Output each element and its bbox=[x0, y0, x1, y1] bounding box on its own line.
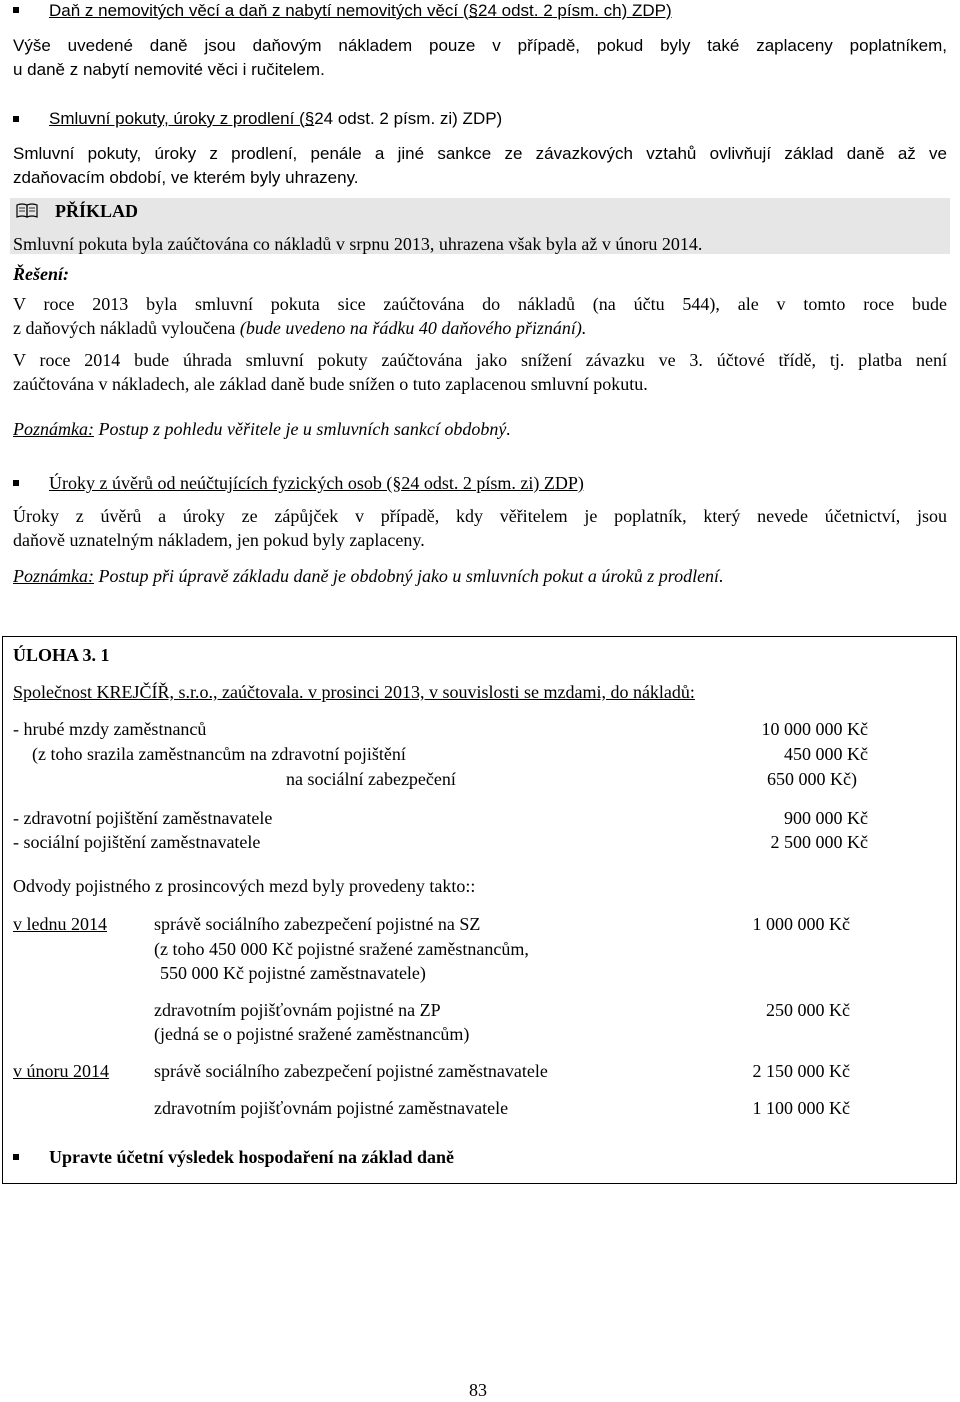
payment-description: (jedná se o pojistné sražené zaměstnancům) bbox=[154, 1024, 470, 1044]
paragraph-penalties: Smluvní pokuty, úroky z prodlení, penále a jiné sankce ze závazkových vztahů ovlivňují základ daně až ve zdaňovacím období, ve kterém byly uhrazeny. bbox=[13, 144, 947, 187]
payment-value: 250 000 Kč bbox=[766, 1000, 850, 1020]
note-interest: Poznámka: Postup při úpravě základu daně je obdobný jako u smluvních pokut a úroků z prodlení. bbox=[13, 566, 724, 586]
example-heading: PŘÍKLAD bbox=[55, 201, 139, 221]
bullet-heading-property-tax: Daň z nemovitých věcí a daň z nabytí nemovitých věcí (§24 odst. 2 písm. ch) ZDP) bbox=[49, 1, 672, 20]
row-value: 900 000 Kč bbox=[784, 808, 868, 828]
bullet-heading-interest: Úroky z úvěrů od neúčtujících fyzických osob (§24 odst. 2 písm. zi) ZDP) bbox=[49, 473, 584, 493]
row-value: 650 000 Kč) bbox=[767, 769, 857, 789]
row-label: (z toho srazila zaměstnancům na zdravotní pojištění bbox=[32, 744, 406, 764]
solution-label: Řešení: bbox=[13, 264, 69, 284]
payment-description: správě sociálního zabezpečení pojistné zaměstnavatele bbox=[154, 1061, 548, 1081]
paragraph-property-tax: Výše uvedené daně jsou daňovým nákladem pouze v případě, pokud byly také zaplaceny poplatníkem, u daně z nabytí nemovité věci i ručitelem. bbox=[13, 36, 947, 79]
task-intro: Společnost KREJČÍŘ, s.r.o., zaúčtovala. v prosinci 2013, v souvislosti se mzdami, do nákladů: bbox=[13, 682, 695, 702]
payment-value: 1 000 000 Kč bbox=[752, 914, 850, 934]
payment-description: 550 000 Kč pojistné zaměstnavatele) bbox=[160, 963, 426, 983]
row-value: 10 000 000 Kč bbox=[761, 719, 868, 739]
row-label: - zdravotní pojištění zaměstnavatele bbox=[13, 808, 273, 828]
row-value: 2 500 000 Kč bbox=[770, 832, 868, 852]
row-value: 450 000 Kč bbox=[784, 744, 868, 764]
payment-value: 1 100 000 Kč bbox=[752, 1098, 850, 1118]
row-label: na sociální zabezpečení bbox=[286, 769, 456, 789]
bullet-marker bbox=[13, 1154, 19, 1160]
bullet-heading-penalties: Smluvní pokuty, úroky z prodlení (§24 odst. 2 písm. zi) ZDP) bbox=[49, 109, 503, 128]
payment-value: 2 150 000 Kč bbox=[752, 1061, 850, 1081]
page-number: 83 bbox=[469, 1380, 487, 1400]
paragraph-sign-icon: § bbox=[392, 473, 402, 493]
payment-description: (z toho 450 000 Kč pojistné sražené zaměstnancům, bbox=[154, 939, 529, 959]
bullet-marker bbox=[13, 116, 19, 122]
payments-intro: Odvody pojistného z prosincových mezd byly provedeny takto:: bbox=[13, 876, 476, 896]
payment-month-february: v únoru 2014 bbox=[13, 1061, 109, 1081]
payment-description: zdravotním pojišťovnám pojistné zaměstnavatele bbox=[154, 1098, 509, 1118]
note-creditor: Poznámka: Postup z pohledu věřitele je u smluvních sankcí obdobný. bbox=[13, 419, 511, 439]
payment-description: zdravotním pojišťovnám pojistné na ZP bbox=[154, 1000, 441, 1020]
payment-month-january: v lednu 2014 bbox=[13, 914, 107, 934]
task-title: ÚLOHA 3. 1 bbox=[13, 645, 110, 665]
bullet-marker bbox=[13, 7, 19, 13]
solution-paragraph-1: V roce 2013 byla smluvní pokuta sice zaúčtována do nákladů (na účtu 544), ale v tomto roce bude z daňových nákladů vyloučena (bude uvedeno na řádku 40 daňového přiznání). bbox=[13, 294, 947, 338]
row-label: - hrubé mzdy zaměstnanců bbox=[13, 719, 207, 739]
book-icon bbox=[16, 203, 38, 219]
paragraph-interest: Úroky z úvěrů a úroky ze zápůjček v případě, kdy věřitelem je poplatník, který nevede účetnictví, jsou daňově uznatelným nákladem, jen pokud byly zaplaceny. bbox=[13, 506, 947, 550]
row-label: - sociální pojištění zaměstnavatele bbox=[13, 832, 261, 852]
example-text: Smluvní pokuta byla zaúčtována co nákladů v srpnu 2013, uhrazena však byla až v únoru 2014. bbox=[13, 234, 703, 254]
paragraph-sign-icon: § bbox=[468, 1, 478, 20]
bullet-marker bbox=[13, 480, 19, 486]
solution-paragraph-2: V roce 2014 bude úhrada smluvní pokuty zaúčtována jako snížení závazku ve 3. účtové třídě, tj. platba není zaúčtována v nákladech, ale základ daně bude snížen o tuto zaplacenou smluvní pokutu. bbox=[13, 350, 947, 394]
paragraph-sign-icon: § bbox=[304, 109, 315, 128]
task-instruction: Upravte účetní výsledek hospodaření na základ daně bbox=[49, 1147, 455, 1167]
payment-description: správě sociálního zabezpečení pojistné na SZ bbox=[154, 914, 481, 934]
